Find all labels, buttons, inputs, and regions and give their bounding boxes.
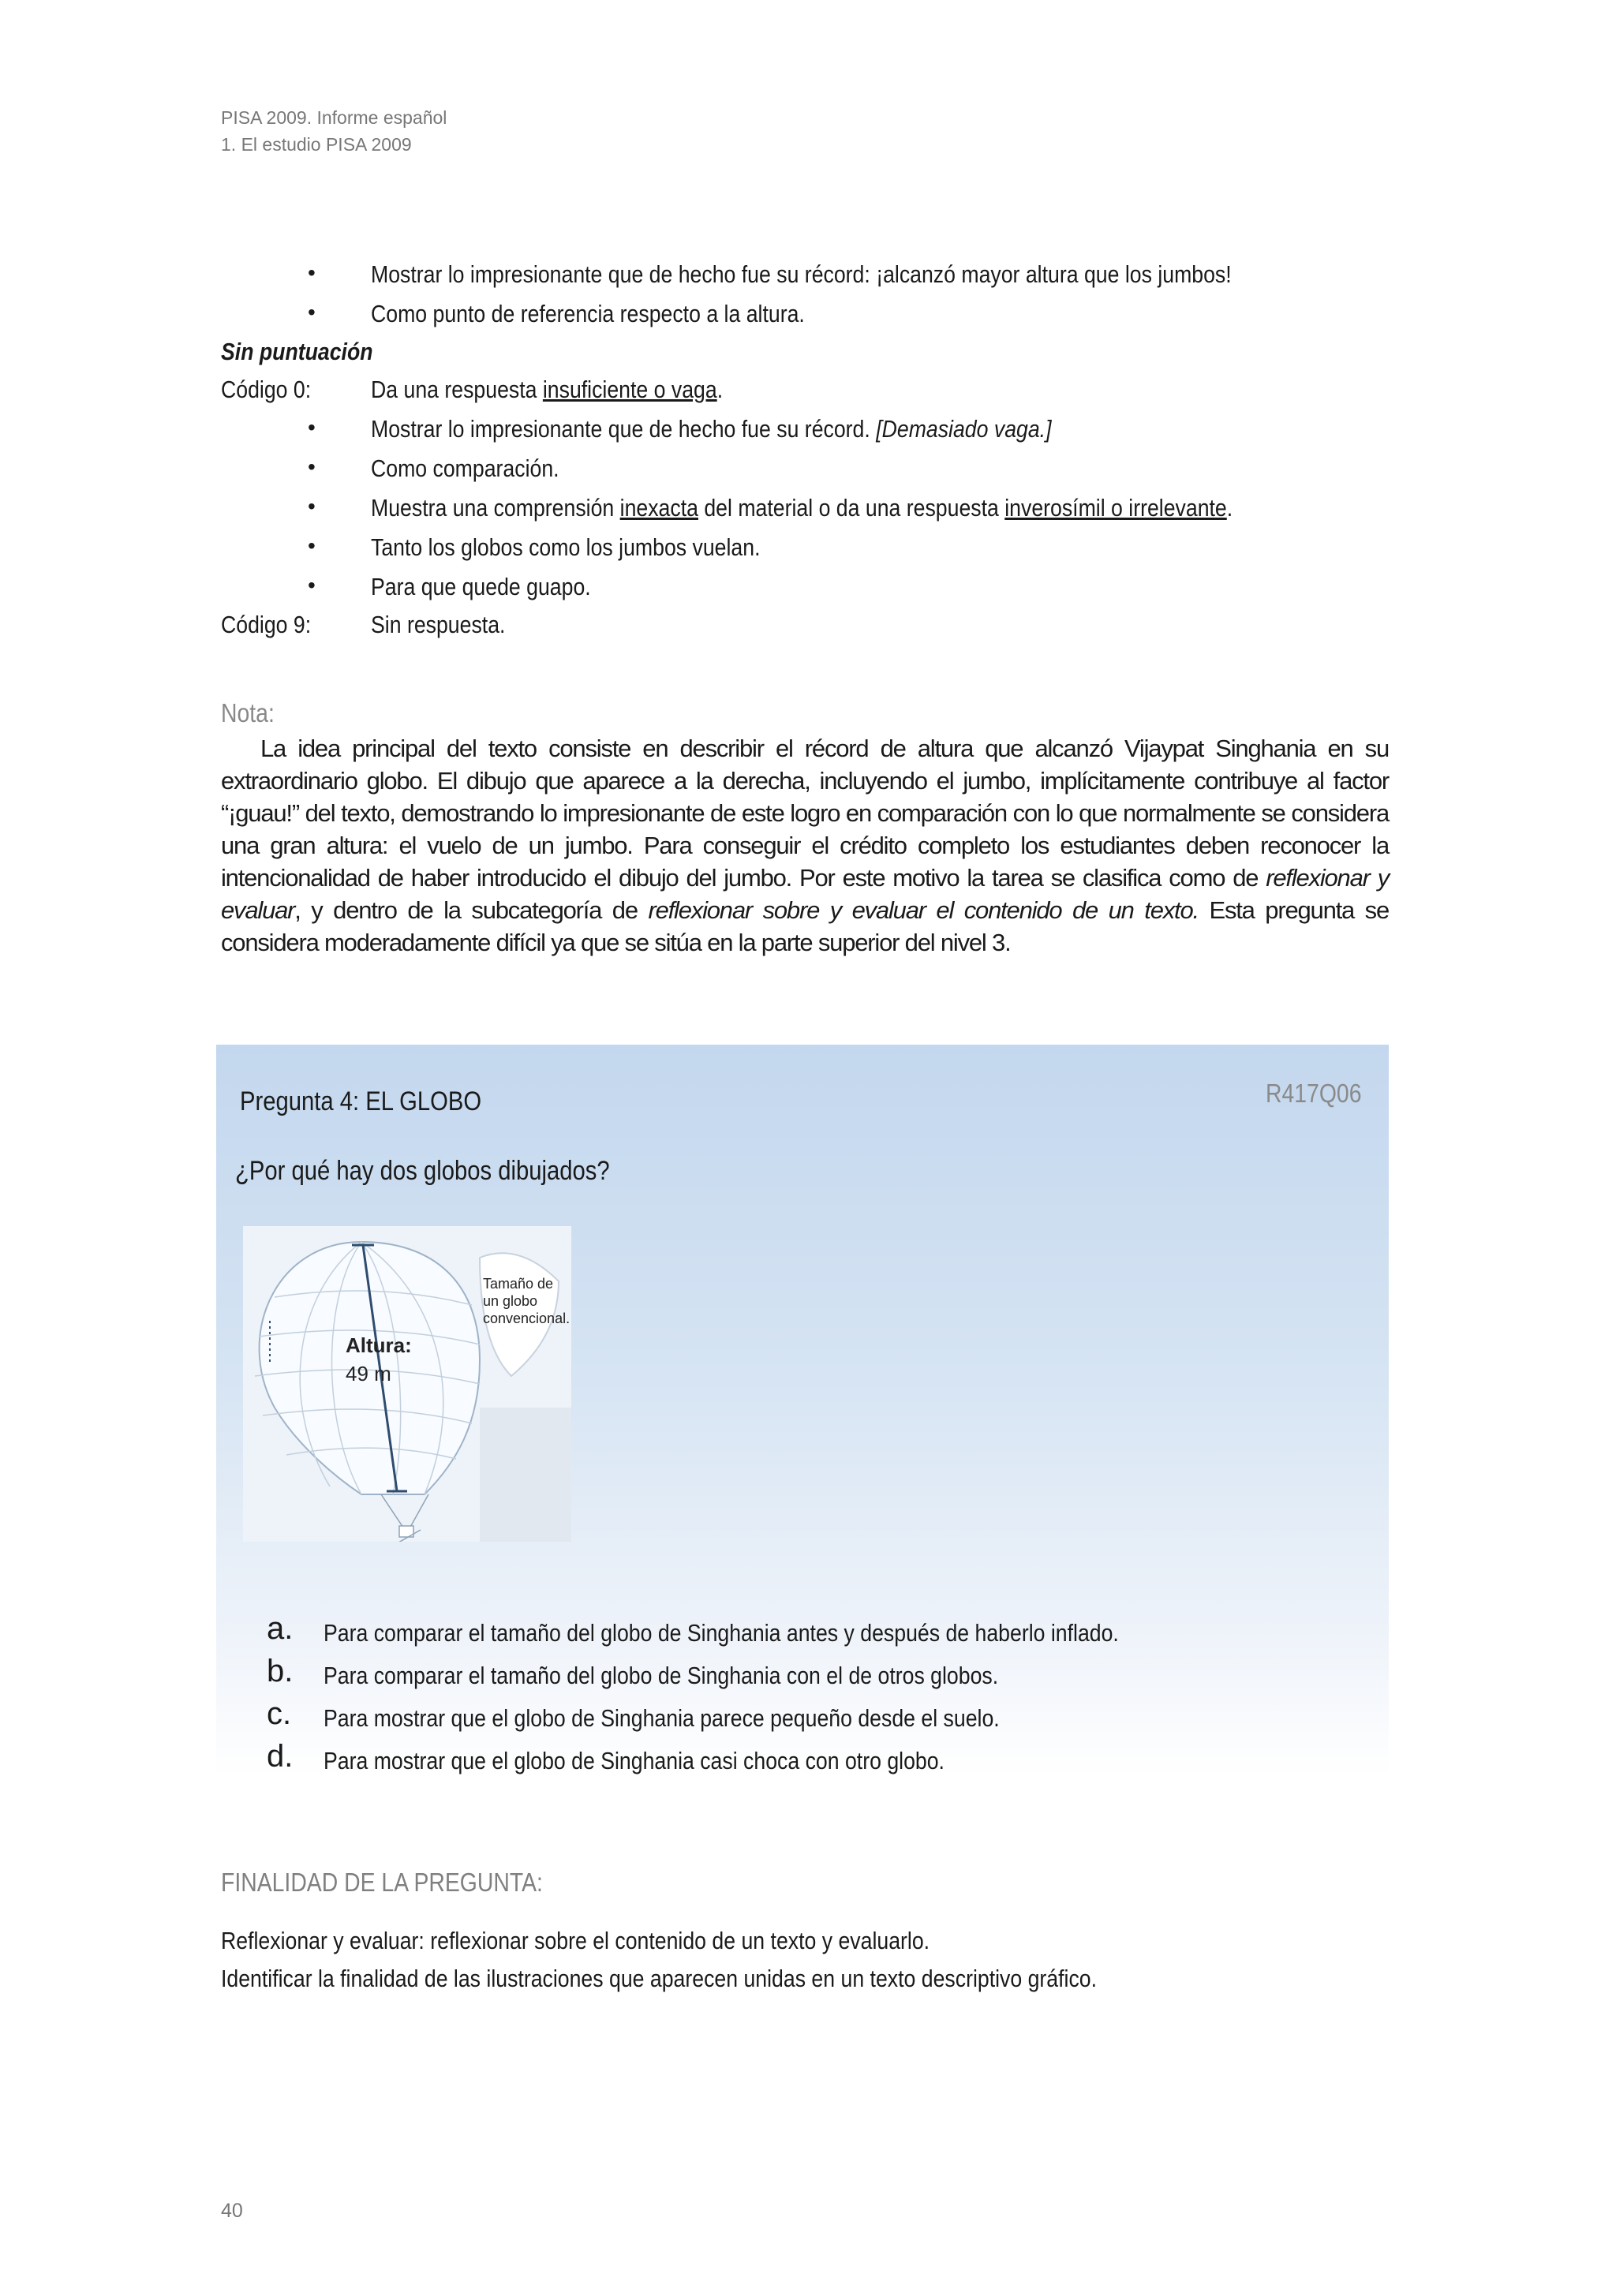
option-d-text[interactable]: Para mostrar que el globo de Singhania casi choca con otro globo. (324, 1747, 945, 1774)
page-number: 40 (221, 2200, 243, 2222)
bullet-dot: • (308, 454, 316, 479)
question-box (216, 1045, 1389, 1777)
option-d-letter[interactable]: d. (267, 1739, 294, 1774)
conventional-balloon-callout: Tamaño de un globo convencional. (483, 1276, 570, 1326)
running-header-title: PISA 2009. Informe español (221, 107, 447, 128)
question-prompt: ¿Por qué hay dos globos dibujados? (235, 1156, 610, 1186)
codigo0-bullet-5: Para que quede guapo. (371, 573, 591, 600)
bullet-dot: • (308, 533, 316, 558)
option-a-text[interactable]: Para comparar el tamaño del globo de Singhania antes y después de haberlo inflado. (324, 1619, 1119, 1647)
finalidad-line-1: Reflexionar y evaluar: reflexionar sobre el contenido de un texto y evaluarlo. (221, 1927, 930, 1954)
codigo9-label: Código 9: (221, 611, 312, 638)
top-bullet-2: Como punto de referencia respecto a la altura. (371, 300, 805, 327)
codigo9-text: Sin respuesta. (371, 611, 506, 638)
codigo0-bullet-3: Muestra una comprensión inexacta del material o da una respuesta inverosímil o irrelevante. (371, 494, 1233, 522)
top-bullet-1: Mostrar lo impresionante que de hecho fue su récord: ¡alcanzó mayor altura que los jumbos! (371, 260, 1232, 288)
bullet-dot: • (308, 573, 316, 597)
option-c-letter[interactable]: c. (267, 1696, 292, 1731)
sin-puntuacion-heading: Sin puntuación (221, 338, 373, 365)
question-code: R417Q06 (1266, 1079, 1362, 1108)
bullet-dot: • (308, 494, 316, 518)
option-b-text[interactable]: Para comparar el tamaño del globo de Singhania con el de otros globos. (324, 1662, 999, 1689)
option-a-letter[interactable]: a. (267, 1611, 294, 1646)
codigo0-bullet-2: Como comparación. (371, 454, 559, 482)
codigo0-text: Da una respuesta insuficiente o vaga. (371, 376, 724, 403)
bullet-dot: • (308, 415, 316, 439)
finalidad-heading: FINALIDAD DE LA PREGUNTA: (221, 1868, 543, 1897)
balloon-figure (243, 1226, 571, 1542)
nota-paragraph: La idea principal del texto consiste en describir el récord de altura que alcanzó Vijaypat Singhania en su extraordinario globo. El dibujo que aparece a la derecha, incluyendo el jumbo, implícitamente contribuye al factor “¡guau!” del texto, demostrando lo impresionante de este logro en comparación con lo que normalmente se considera una gran altura: el vuelo de un jumbo. Para conseguir el crédito completo los estudiantes deben reconocer la intencionalidad de haber introducido el dibujo del jumbo. Por este motivo la tarea se clasifica como de reflexionar y evaluar, y dentro de la subcategoría de reflexionar sobre y evaluar el contenido de un texto. Esta pregunta se considera moderadamente difícil ya que se sitúa en la parte superior del nivel 3. (221, 735, 1389, 956)
finalidad-line-2: Identificar la finalidad de las ilustraciones que aparecen unidas en un texto descriptivo gráfico. (221, 1965, 1098, 1992)
balloon-illustration (243, 1226, 571, 1542)
bullet-dot: • (308, 260, 316, 285)
option-b-letter[interactable]: b. (267, 1654, 294, 1688)
running-header-chapter: 1. El estudio PISA 2009 (221, 134, 412, 155)
codigo0-label: Código 0: (221, 376, 312, 403)
altura-value: 49 m (346, 1362, 391, 1385)
codigo0-bullet-1: Mostrar lo impresionante que de hecho fue su récord. [Demasiado vaga.] (371, 415, 1052, 443)
altura-label: Altura: (346, 1333, 412, 1357)
bullet-dot: • (308, 300, 316, 324)
question-title: Pregunta 4: EL GLOBO (240, 1086, 482, 1116)
option-c-text[interactable]: Para mostrar que el globo de Singhania parece pequeño desde el suelo. (324, 1704, 1000, 1732)
codigo0-bullet-4: Tanto los globos como los jumbos vuelan. (371, 533, 761, 561)
nota-label: Nota: (221, 698, 275, 727)
